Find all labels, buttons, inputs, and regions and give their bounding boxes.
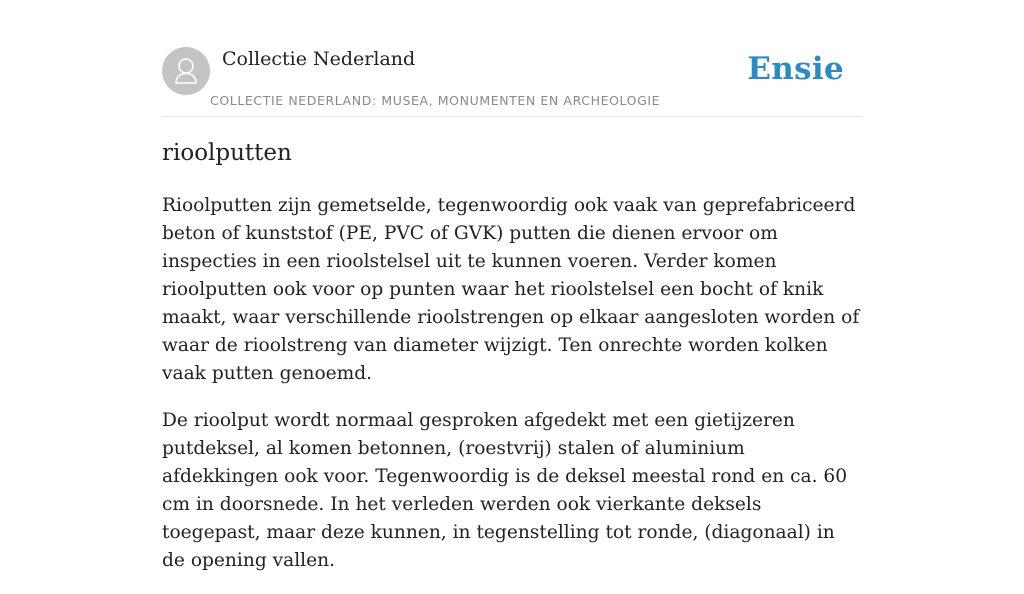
article-header [162,46,862,117]
article-title: rioolputten [162,140,292,166]
paragraph: De rioolput wordt normaal gesproken afgedekt met een gietijzeren putdeksel, al komen betonnen, (roestvrij) stalen of aluminium afdekkingen ook voor. Tegenwoordig is de deksel meestal rond en ca. 60 cm in doorsnede. In het verleden werden ook vierkante deksels toegepast, maar deze kunnen, in tegenstelling tot ronde, (diagonaal) in de opening vallen. [162,410,848,571]
ensie-logo[interactable]: Ensie [747,51,844,87]
paragraph: Rioolputten zijn gemetselde, tegenwoordig ook vaak van geprefabriceerd beton of kunststof (PE, PVC of GVK) putten die dienen ervoor om inspecties in een rioolstelsel uit te kunnen voeren. Verder komen rioolputten ook voor op punten waar het rioolstelsel een bocht of knik maakt, waar verschillende rioolstrengen op elkaar aangesloten worden of waar de rioolstreng van diameter wijzigt. Ten onrechte worden kolken vaak putten genoemd. [162,195,860,384]
author-avatar[interactable] [162,47,210,95]
author-name[interactable]: Collectie Nederland [222,48,416,70]
article-body [162,192,862,594]
user-silhouette-icon [162,47,210,95]
collection-subtitle[interactable]: COLLECTIE NEDERLAND: MUSEA, MONUMENTEN EN ARCHEOLOGIE [210,93,661,108]
